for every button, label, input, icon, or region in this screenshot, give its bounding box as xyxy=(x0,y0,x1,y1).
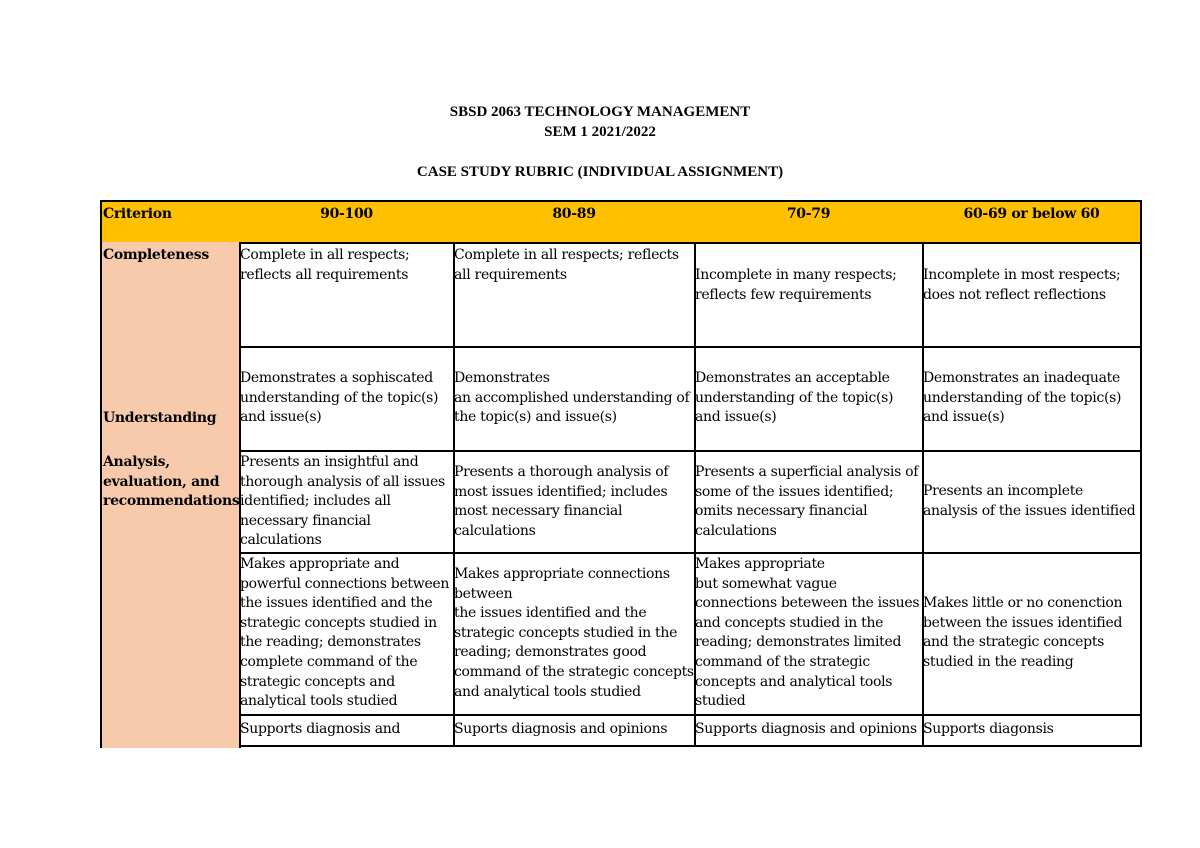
header-90-100: 90-100 xyxy=(239,200,455,244)
cell-understanding-80-89: Demonstrates an accomplished understanding of the topic(s) and issue(s) xyxy=(453,346,696,452)
cell-supports-90-100: Supports diagnosis and xyxy=(239,714,455,747)
criterion-analysis: Analysis, evaluation, and recommendations xyxy=(100,450,241,748)
cell-understanding-70-79: Demonstrates an acceptable understanding of the topic(s) and issue(s) xyxy=(694,346,924,452)
cell-connections-90-100: Makes appropriate and powerful connections between the issues identified and the strategic concepts studied in the reading; demonstrates complete command of the strategic concepts and analytical tools studied xyxy=(239,552,455,716)
cell-connections-70-79: Makes appropriate but somewhat vague connections beteween the issues and concepts studied in the reading; demonstrates limited command of the strategic concepts and analytical tools studied xyxy=(694,552,924,716)
cell-understanding-90-100: Demonstrates a sophiscated understanding of the topic(s) and issue(s) xyxy=(239,346,455,452)
cell-completeness-90-100: Complete in all respects; reflects all requirements xyxy=(239,242,455,348)
cell-supports-60-69: Supports diagonsis xyxy=(922,714,1142,747)
criterion-completeness: Completeness xyxy=(100,242,241,348)
cell-understanding-60-69: Demonstrates an inadequate understanding of the topic(s) and issue(s) xyxy=(922,346,1142,452)
cell-completeness-60-69: Incomplete in most respects; does not reflect reflections xyxy=(922,242,1142,348)
cell-supports-70-79: Supports diagnosis and opinions xyxy=(694,714,924,747)
header-80-89: 80-89 xyxy=(453,200,696,244)
cell-connections-80-89: Makes appropriate connections between the issues identified and the strategic concepts studied in the reading; demonstrates good command of the strategic concepts and analytical tools studied xyxy=(453,552,696,716)
criterion-understanding: Understanding xyxy=(100,346,241,452)
cell-analysis-60-69: Presents an incomplete analysis of the issues identified xyxy=(922,450,1142,554)
cell-analysis-80-89: Presents a thorough analysis of most issues identified; includes most necessary financial calculations xyxy=(453,450,696,554)
header-60-69: 60-69 or below 60 xyxy=(922,200,1142,244)
rubric-subtitle: CASE STUDY RUBRIC (INDIVIDUAL ASSIGNMENT) xyxy=(416,164,784,180)
semester-label: SEM 1 2021/2022 xyxy=(544,124,656,140)
cell-connections-60-69: Makes little or no conenction between the issues identified and the strategic concepts studied in the reading xyxy=(922,552,1142,716)
header-criterion: Criterion xyxy=(100,200,241,244)
header-70-79: 70-79 xyxy=(694,200,924,244)
cell-analysis-70-79: Presents a superficial analysis of some of the issues identified; omits necessary financial calculations xyxy=(694,450,924,554)
cell-supports-80-89: Suports diagnosis and opinions xyxy=(453,714,696,747)
cell-analysis-90-100: Presents an insightful and thorough analysis of all issues identified; includes all necessary financial calculations xyxy=(239,450,455,554)
document-title: SBSD 2063 TECHNOLOGY MANAGEMENT xyxy=(449,104,751,120)
cell-completeness-80-89: Complete in all respects; reflects all requirements xyxy=(453,242,696,348)
cell-completeness-70-79: Incomplete in many respects; reflects few requirements xyxy=(694,242,924,348)
